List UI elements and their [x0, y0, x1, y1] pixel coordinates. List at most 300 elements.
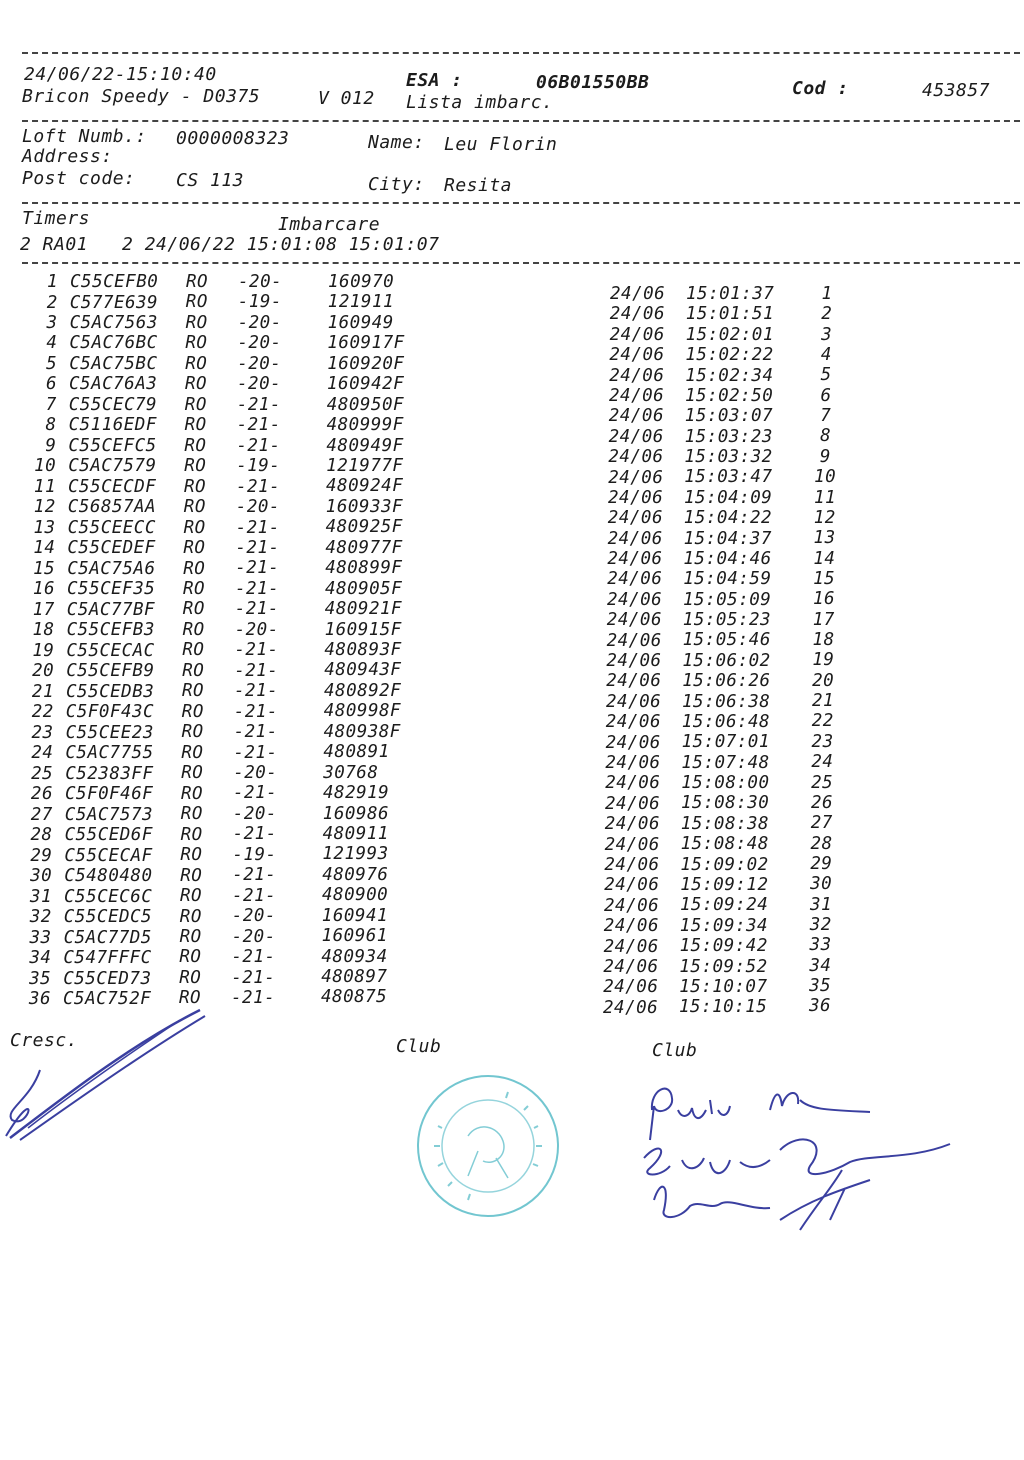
row-index: 11 — [33, 476, 56, 497]
arrival-seq: 31 — [809, 894, 833, 915]
ring-code: C577E639 — [69, 292, 159, 313]
ring-number: 480977F — [325, 537, 403, 558]
arrival-seq: 7 — [820, 406, 832, 427]
timers-label: Timers — [22, 208, 91, 229]
arrival-time: 15:05:23 — [682, 610, 772, 631]
arrival-time: 15:01:37 — [686, 284, 775, 304]
ring-code: C5AC7755 — [65, 743, 154, 764]
ring-number: 480938F — [323, 721, 401, 742]
arrival-time: 15:06:38 — [682, 691, 771, 712]
row-index: 13 — [33, 517, 56, 538]
arrival-time: 15:04:37 — [683, 528, 772, 549]
ring-code: C55CEE23 — [65, 722, 154, 743]
arrival-date: 24/06 — [605, 773, 661, 794]
ring-number: 480998F — [323, 701, 402, 722]
row-index: 17 — [32, 599, 55, 620]
arrival-time: 15:06:02 — [682, 650, 771, 671]
arrival-date: 24/06 — [609, 304, 665, 325]
rule-3 — [22, 202, 1020, 204]
ring-number: 480924F — [326, 476, 404, 497]
ring-code: C5480480 — [64, 866, 153, 887]
arrival-date: 24/06 — [609, 324, 665, 345]
ring-number: 160920F — [327, 353, 405, 374]
imbarcare-label: Imbarcare — [278, 214, 381, 235]
arrival-date: 24/06 — [603, 997, 659, 1018]
arrival-seq: 15 — [813, 568, 836, 589]
arrival-seq: 13 — [813, 528, 836, 549]
ring-year: -21- — [233, 742, 278, 763]
arrival-date: 24/06 — [608, 467, 664, 488]
ring-year: -21- — [235, 558, 280, 579]
arrival-date: 24/06 — [604, 895, 660, 916]
arrival-date: 24/06 — [608, 487, 664, 508]
arrival-date: 24/06 — [604, 875, 660, 896]
country-code: RO — [182, 640, 205, 661]
arrival-seq: 2 — [821, 304, 833, 325]
arrival-date: 24/06 — [607, 569, 663, 590]
country-code: RO — [179, 988, 202, 1009]
country-code: RO — [180, 824, 203, 845]
row-index: 3 — [46, 312, 58, 333]
country-code: RO — [180, 886, 203, 907]
ring-year: -21- — [232, 824, 277, 845]
arrival-seq: 28 — [810, 833, 833, 854]
arrival-time: 15:05:09 — [683, 589, 772, 610]
country-code: RO — [179, 906, 202, 927]
arrival-time: 15:10:07 — [679, 976, 768, 997]
row-index: 21 — [31, 681, 54, 702]
ring-code: C55CECAC — [66, 640, 155, 661]
ring-year: -21- — [231, 967, 276, 988]
ring-year: -21- — [235, 578, 280, 599]
ring-year: -20- — [237, 374, 282, 395]
cod-value: 453857 — [922, 80, 991, 101]
ring-code: C547FFFC — [63, 948, 152, 969]
country-code: RO — [180, 865, 203, 886]
club-label-1: Club — [396, 1036, 442, 1057]
ring-code: C5AC77BF — [66, 599, 156, 620]
arrival-date: 24/06 — [604, 814, 660, 835]
ring-year: -20- — [231, 906, 276, 927]
arrival-time: 15:04:46 — [683, 548, 772, 569]
rule-4 — [22, 262, 1020, 264]
arrival-seq: 21 — [811, 691, 835, 712]
row-index: 25 — [31, 763, 54, 784]
arrival-seq: 8 — [820, 426, 832, 447]
arrival-date: 24/06 — [605, 712, 661, 733]
ring-year: -20- — [235, 497, 280, 518]
ring-year: -21- — [233, 783, 278, 804]
country-code: RO — [179, 967, 202, 988]
list-title: Lista imbarc. — [406, 92, 554, 113]
row-index: 14 — [33, 538, 56, 559]
row-index: 31 — [29, 886, 52, 907]
report-datetime: 24/06/22-15:10:40 — [24, 64, 217, 85]
rule-2 — [22, 120, 1020, 122]
ring-year: -21- — [236, 394, 281, 415]
arrival-time: 15:02:01 — [685, 324, 774, 345]
ring-year: -21- — [236, 476, 281, 497]
row-index: 19 — [32, 640, 55, 661]
arrival-time: 15:07:48 — [681, 752, 770, 773]
ring-code: C5AC7573 — [64, 804, 154, 825]
ring-code: C5AC76A3 — [69, 374, 158, 395]
ring-number: 480892F — [324, 680, 402, 701]
arrival-time: 15:03:32 — [684, 447, 773, 468]
ring-year: -21- — [232, 865, 277, 886]
ring-year: -21- — [234, 640, 279, 661]
country-code: RO — [185, 353, 208, 374]
country-code: RO — [179, 947, 202, 968]
row-index: 7 — [45, 394, 57, 415]
arrival-date: 24/06 — [605, 793, 661, 814]
ring-number: 480899F — [325, 558, 403, 579]
name-value: Leu Florin — [444, 134, 558, 155]
arrival-seq: 9 — [819, 446, 831, 467]
arrival-time: 15:10:15 — [679, 997, 768, 1018]
esa-label: ESA : — [406, 70, 463, 91]
arrival-date: 24/06 — [607, 508, 663, 529]
ring-code: C55CEF35 — [67, 579, 156, 600]
ring-number: 121993 — [322, 844, 389, 865]
arrival-time: 15:09:34 — [679, 915, 769, 936]
ring-code: C5AC75BC — [69, 353, 158, 374]
arrival-date: 24/06 — [609, 385, 665, 406]
ring-number: 160915F — [324, 619, 402, 640]
country-code: RO — [180, 845, 203, 866]
arrival-time: 15:08:48 — [680, 834, 769, 855]
arrival-seq: 32 — [809, 915, 832, 936]
country-code: RO — [183, 497, 206, 518]
ring-number: 480875 — [321, 987, 388, 1008]
ring-number: 160970 — [328, 272, 395, 292]
arrival-seq: 3 — [821, 324, 833, 345]
arrival-date: 24/06 — [610, 284, 666, 304]
arrival-seq: 36 — [808, 996, 832, 1017]
arrival-date: 24/06 — [603, 936, 659, 957]
arrival-seq: 26 — [810, 792, 834, 813]
arrival-seq: 33 — [809, 935, 832, 956]
ring-year: -21- — [236, 415, 281, 436]
loft-value: 0000008323 — [176, 128, 290, 149]
arrival-seq: 1 — [821, 284, 833, 304]
arrival-seq: 27 — [810, 813, 833, 834]
country-code: RO — [180, 804, 203, 825]
row-index: 10 — [34, 456, 57, 477]
arrival-seq: 17 — [812, 609, 835, 630]
ring-year: -21- — [234, 599, 279, 620]
ring-year: -21- — [231, 947, 276, 968]
arrival-date: 24/06 — [603, 916, 659, 937]
arrival-date: 24/06 — [607, 589, 663, 610]
ring-number: 160942F — [327, 374, 405, 395]
ring-code: C55CED73 — [63, 968, 152, 989]
country-code: RO — [182, 660, 205, 681]
arrival-seq: 16 — [812, 589, 836, 610]
row-index: 6 — [45, 374, 57, 395]
ring-code: C55CEC79 — [68, 394, 158, 415]
row-index: 36 — [28, 989, 51, 1010]
arrival-seq: 25 — [811, 772, 834, 793]
country-code: RO — [181, 722, 204, 743]
club-stamp — [408, 1066, 568, 1226]
arrival-seq: 5 — [820, 365, 832, 386]
arrival-date: 24/06 — [605, 732, 661, 753]
country-code: RO — [183, 538, 206, 559]
arrival-seq: 29 — [810, 853, 833, 874]
ring-number: 160933F — [325, 496, 404, 517]
arrival-date: 24/06 — [607, 528, 663, 549]
ring-number: 30768 — [323, 762, 379, 783]
arrival-time: 15:08:38 — [680, 813, 770, 834]
ring-year: -21- — [231, 988, 276, 1009]
arrival-time: 15:03:23 — [684, 426, 773, 447]
country-code: RO — [182, 681, 205, 702]
arrival-date: 24/06 — [606, 610, 662, 631]
postcode-value: CS 113 — [176, 170, 245, 191]
cod-label: Cod : — [792, 78, 849, 99]
country-code: RO — [182, 599, 205, 620]
ring-number: 160941 — [321, 905, 389, 926]
arrival-time: 15:03:07 — [684, 406, 774, 427]
arrival-date: 24/06 — [603, 977, 659, 998]
ring-number: 480900 — [322, 885, 389, 906]
ring-year: -20- — [233, 763, 278, 783]
ring-number: 121977F — [326, 455, 404, 476]
country-code: RO — [184, 415, 207, 436]
arrival-time: 15:09:52 — [679, 956, 768, 977]
arrival-seq: 6 — [820, 385, 832, 406]
row-index: 8 — [45, 415, 57, 436]
timers-line: 2 RA01 2 24/06/22 15:01:08 15:01:07 — [20, 234, 440, 255]
arrival-time: 15:01:51 — [685, 304, 775, 325]
arrival-seq: 14 — [813, 548, 836, 569]
arrival-seq: 12 — [813, 507, 836, 528]
arrival-seq: 4 — [820, 345, 832, 366]
arrival-time: 15:07:01 — [681, 732, 770, 753]
arrival-date: 24/06 — [608, 426, 664, 447]
device-version: V 012 — [318, 88, 375, 109]
arrival-seq: 22 — [811, 711, 834, 732]
ring-code: C56857AA — [67, 497, 157, 518]
arrival-date: 24/06 — [603, 956, 659, 977]
row-index: 18 — [32, 620, 55, 641]
ring-year: -19- — [237, 292, 282, 313]
arrival-time: 15:08:30 — [681, 793, 770, 814]
ring-year: -21- — [234, 681, 279, 702]
country-code: RO — [179, 926, 202, 947]
address-label: Address: — [22, 146, 113, 167]
ring-year: -21- — [235, 517, 280, 538]
ring-code: C55CEFB0 — [70, 272, 159, 292]
city-label: City: — [368, 174, 425, 195]
country-code: RO — [181, 742, 204, 763]
row-index: 16 — [32, 579, 55, 600]
cresc-label: Cresc. — [10, 1030, 79, 1051]
country-code: RO — [184, 456, 207, 477]
arrival-seq: 23 — [811, 731, 834, 752]
name-label: Name: — [368, 132, 425, 153]
ring-code: C5116EDF — [68, 415, 157, 436]
row-index: 30 — [30, 866, 53, 887]
country-code: RO — [181, 763, 204, 784]
club-signatures — [630, 1070, 960, 1250]
arrival-seq: 19 — [812, 650, 835, 671]
breeder-signature — [0, 1000, 240, 1150]
row-index: 1 — [46, 272, 58, 292]
row-index: 27 — [30, 804, 53, 825]
row-index: 15 — [33, 558, 56, 579]
ring-year: -21- — [233, 722, 278, 743]
row-index: 9 — [45, 435, 57, 456]
loft-label: Loft Numb.: — [22, 126, 147, 147]
row-index: 32 — [29, 907, 52, 928]
arrival-date: 24/06 — [609, 365, 665, 386]
ring-number: 480891 — [323, 742, 390, 763]
arrival-date: 24/06 — [604, 834, 660, 855]
ring-number: 480943F — [324, 660, 402, 681]
ring-number: 480911 — [322, 823, 389, 844]
country-code: RO — [186, 272, 209, 292]
arrival-time: 15:09:02 — [680, 854, 769, 875]
country-code: RO — [185, 312, 208, 333]
arrival-seq: 24 — [811, 752, 834, 773]
ring-number: 480897 — [321, 967, 388, 988]
arrival-time: 15:04:09 — [684, 487, 773, 508]
arrival-date: 24/06 — [606, 671, 662, 692]
arrival-time: 15:02:34 — [685, 365, 774, 386]
arrival-date: 24/06 — [604, 854, 660, 875]
row-index: 35 — [29, 968, 52, 989]
ring-year: -20- — [237, 312, 282, 333]
row-index: 34 — [29, 948, 52, 969]
ring-code: C55CEFB9 — [66, 661, 155, 682]
country-code: RO — [183, 579, 206, 600]
country-code: RO — [181, 701, 204, 722]
arrival-seq: 35 — [809, 976, 832, 997]
arrival-time: 15:03:47 — [684, 467, 773, 488]
row-index: 24 — [31, 743, 54, 764]
ring-code: C55CECDF — [68, 476, 157, 497]
ring-code: C52383FF — [65, 763, 154, 784]
ring-code: C5AC75A6 — [67, 558, 156, 579]
ring-year: -21- — [232, 885, 277, 906]
arrival-date: 24/06 — [608, 447, 664, 468]
arrival-date: 24/06 — [609, 345, 665, 366]
arrival-date: 24/06 — [606, 630, 662, 651]
arrival-seq: 10 — [814, 467, 837, 488]
country-code: RO — [181, 783, 204, 804]
ring-code: C55CEDB3 — [66, 681, 155, 702]
ring-code: C55CECAF — [64, 845, 153, 866]
arrival-time: 15:04:59 — [683, 569, 772, 590]
ring-year: -20- — [237, 333, 282, 354]
ring-number: 482919 — [323, 783, 390, 804]
ring-year: -19- — [236, 456, 281, 477]
ring-number: 160949 — [327, 312, 394, 333]
ring-year: -19- — [232, 844, 277, 865]
arrival-date: 24/06 — [607, 549, 663, 570]
arrival-time: 15:06:26 — [682, 671, 771, 692]
ring-code: C55CEC6C — [64, 886, 153, 907]
ring-number: 480976 — [322, 864, 389, 885]
ring-number: 160986 — [322, 803, 390, 824]
row-index: 23 — [31, 722, 54, 743]
ring-year: -20- — [238, 272, 283, 292]
ring-number: 480949F — [326, 435, 404, 456]
ring-code: C5AC752F — [63, 989, 152, 1010]
row-index: 33 — [29, 927, 52, 948]
ring-code: C55CEECC — [67, 517, 156, 538]
ring-code: C5AC76BC — [69, 333, 158, 354]
ring-number: 480893F — [324, 639, 402, 660]
row-index: 20 — [32, 661, 55, 682]
arrival-date: 24/06 — [605, 753, 661, 774]
country-code: RO — [185, 333, 208, 354]
row-index: 4 — [46, 333, 58, 354]
ring-code: C55CED6F — [64, 825, 153, 846]
row-index: 2 — [46, 292, 58, 313]
ring-year: -21- — [236, 435, 281, 456]
ring-year: -20- — [231, 926, 276, 947]
country-code: RO — [184, 394, 207, 415]
arrival-time: 15:08:00 — [681, 773, 770, 794]
club-label-2: Club — [652, 1040, 698, 1061]
ring-number: 480934 — [321, 946, 388, 967]
ring-number: 480905F — [325, 578, 403, 599]
country-code: RO — [182, 619, 205, 640]
ring-code: C5AC7579 — [68, 456, 157, 477]
country-code: RO — [183, 558, 206, 579]
ring-year: -20- — [234, 619, 279, 640]
row-index: 12 — [33, 497, 56, 518]
ring-code: C55CEFB3 — [66, 620, 155, 641]
arrival-time: 15:05:46 — [682, 630, 771, 651]
arrival-seq: 20 — [812, 670, 835, 691]
row-index: 22 — [31, 702, 54, 723]
postcode-label: Post code: — [22, 168, 136, 189]
ring-number: 121911 — [327, 292, 395, 313]
ring-number: 480921F — [324, 599, 403, 620]
row-index: 26 — [30, 784, 53, 805]
ring-number: 160961 — [321, 926, 388, 947]
arrival-time: 15:02:50 — [685, 385, 774, 406]
ring-number: 480925F — [325, 517, 403, 538]
country-code: RO — [185, 292, 208, 313]
ring-code: C55CEFC5 — [68, 435, 157, 456]
country-code: RO — [183, 517, 206, 538]
esa-value: 06B01550BB — [536, 72, 650, 93]
ring-code: C5AC7563 — [69, 312, 158, 333]
device-name: Bricon Speedy - D0375 — [22, 86, 261, 107]
country-code: RO — [184, 435, 207, 456]
ring-year: -21- — [235, 537, 280, 558]
ring-year: -21- — [233, 701, 278, 722]
row-index: 28 — [30, 825, 53, 846]
top-rule — [22, 52, 1020, 54]
ring-code: C55CEDEF — [67, 538, 156, 559]
arrival-seq: 34 — [809, 955, 832, 976]
row-index: 5 — [46, 353, 58, 374]
arrival-time: 15:09:42 — [679, 936, 768, 957]
country-code: RO — [185, 374, 208, 395]
arrival-seq: 30 — [810, 874, 833, 895]
ring-code: C5F0F46F — [65, 784, 154, 805]
arrival-time: 15:06:48 — [681, 711, 771, 732]
ring-year: -21- — [234, 660, 279, 681]
arrival-time: 15:02:22 — [685, 345, 774, 366]
arrival-time: 15:04:22 — [683, 508, 773, 529]
